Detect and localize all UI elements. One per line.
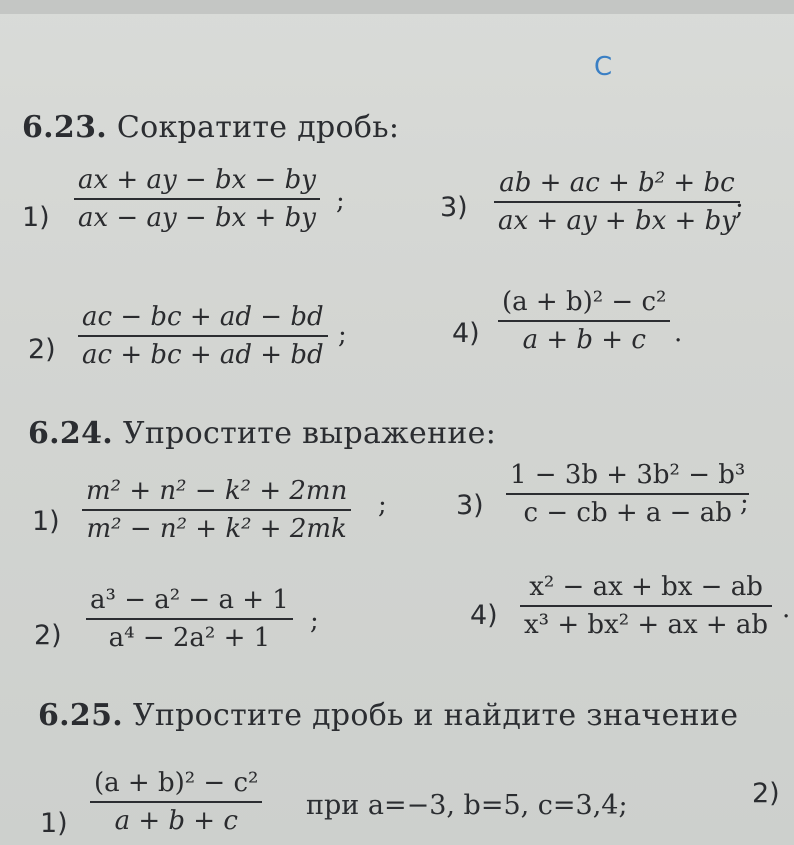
problem-6-23-heading	[22, 110, 399, 145]
numerator: ax + ay − bx − by	[78, 165, 316, 195]
problem-number: 6.25.	[38, 698, 124, 733]
numerator: x² − ax + bx − ab	[529, 572, 763, 602]
fraction-bar	[494, 201, 740, 203]
numerator: 1 − 3b + 3b² − b³	[510, 460, 746, 490]
condition-text: при a=−3, b=5, c=3,4;	[306, 790, 628, 821]
problem-number: 6.24.	[28, 416, 114, 451]
fraction-bar	[74, 198, 320, 200]
fraction-6-24-2	[86, 585, 293, 653]
fraction-bar	[506, 493, 749, 495]
problem-number: 6.23.	[22, 110, 108, 145]
denominator: m² − n² + k² + 2mk	[86, 514, 347, 544]
item-label: 4)	[470, 600, 498, 631]
fraction-bar	[520, 605, 772, 607]
numerator: a³ − a² − a + 1	[90, 585, 289, 615]
item-label: 4)	[452, 318, 480, 349]
punctuation: ;	[310, 606, 319, 636]
denominator: ax − ay − bx + by	[78, 203, 316, 233]
numerator: ab + ac + b² + bc	[499, 168, 735, 198]
numerator: m² + n² − k² + 2mn	[86, 476, 348, 506]
item-label: 1)	[32, 506, 60, 537]
fraction-6-23-3	[494, 168, 740, 236]
problem-title: Упростите выражение:	[122, 416, 497, 451]
fraction-bar	[90, 801, 262, 803]
denominator: a + b + c	[522, 325, 646, 355]
denominator: c − cb + a − ab	[523, 498, 732, 528]
fraction-6-23-1	[74, 165, 320, 233]
top-strip	[0, 0, 794, 14]
item-label: 2)	[752, 778, 780, 809]
section-marker: C	[594, 52, 613, 82]
fraction-bar	[86, 618, 293, 620]
denominator: a + b + c	[114, 806, 238, 836]
punctuation: ;	[378, 490, 387, 520]
numerator: (a + b)² − c²	[94, 768, 259, 798]
fraction-bar	[498, 320, 670, 322]
denominator: ac + bc + ad + bd	[82, 340, 324, 370]
item-label: 3)	[440, 192, 468, 223]
denominator: a⁴ − 2a² + 1	[108, 623, 271, 653]
fraction-6-24-3	[506, 460, 749, 528]
punctuation: ;	[338, 320, 347, 350]
fraction-6-24-4	[520, 572, 772, 640]
item-label: 3)	[456, 490, 484, 521]
fraction-6-23-4	[498, 287, 670, 355]
item-label: 1)	[40, 808, 68, 839]
item-label: 2)	[34, 620, 62, 651]
punctuation: .	[674, 318, 683, 348]
punctuation: .	[782, 594, 791, 624]
fraction-6-25-1	[90, 768, 262, 836]
fraction-bar	[78, 335, 328, 337]
punctuation: ;	[336, 186, 345, 216]
punctuation: ;	[740, 488, 749, 518]
punctuation: ;	[735, 192, 744, 222]
item-label: 1)	[22, 202, 50, 233]
fraction-bar	[82, 509, 351, 511]
problem-title: Сократите дробь:	[116, 110, 400, 145]
fraction-6-24-1	[82, 476, 351, 544]
problem-title: Упростите дробь и найдите значение	[132, 698, 739, 733]
denominator: x³ + bx² + ax + ab	[524, 610, 769, 640]
denominator: ax + ay + bx + by	[498, 206, 736, 236]
numerator: (a + b)² − c²	[502, 287, 667, 317]
item-label: 2)	[28, 334, 56, 365]
numerator: ac − bc + ad − bd	[82, 302, 324, 332]
problem-6-24-heading	[28, 416, 496, 451]
fraction-6-23-2	[78, 302, 328, 370]
problem-6-25-heading	[38, 698, 738, 733]
